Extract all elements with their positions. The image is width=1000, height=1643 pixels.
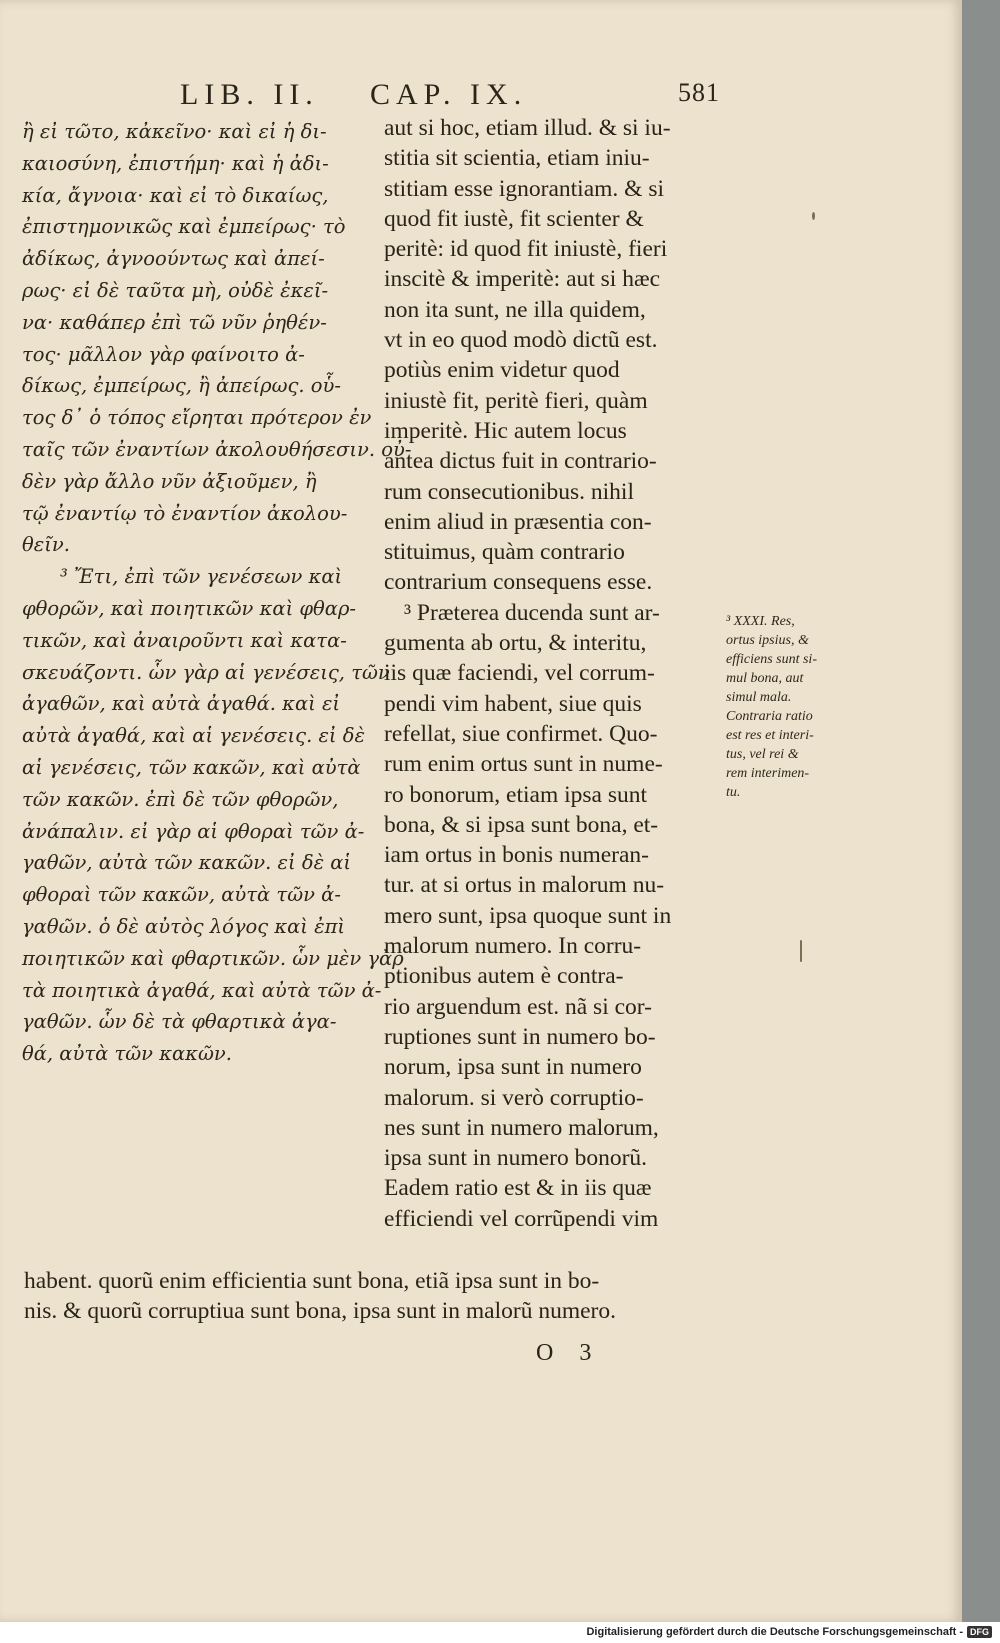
latin-line: tur. at si ortus in malorum nu-: [384, 872, 665, 899]
greek-line: ἢ εἰ τῶτο, κἀκεῖνο· καὶ εἰ ἡ δι-: [22, 120, 327, 143]
greek-line: θεῖν.: [22, 533, 70, 557]
greek-line: σκευάζοντι. ὧν γὰρ αἱ γενέσεις, τῶν: [22, 660, 390, 684]
running-header: [180, 78, 720, 118]
ink-speck: [800, 940, 802, 962]
latin-line: ruptiones sunt in numero bo-: [384, 1023, 656, 1050]
greek-line: γαθῶν, αὐτὰ τῶν κακῶν. εἰ δὲ αἱ: [22, 851, 352, 875]
marginal-note-line: rem interimen-: [726, 766, 810, 781]
latin-line: imperitè. Hic autem locus: [384, 417, 627, 444]
latin-line: pendi vim habent, siue quis: [384, 690, 642, 717]
latin-column: [384, 113, 720, 1234]
latin-line: mero sunt, ipsa quoque sunt in: [384, 902, 672, 929]
latin-line: rum consecutionibus. nihil: [384, 478, 634, 505]
latin-line: quod fit iustè, fit scienter &: [384, 205, 644, 232]
marginal-note-line: ³ XXXI. Res,: [726, 614, 795, 629]
dfg-logo: DFG: [967, 1626, 992, 1638]
greek-line: φθορῶν, καὶ ποιητικῶν καὶ φθαρ-: [22, 596, 357, 620]
latin-line: malorum. si verò corruptio-: [384, 1084, 644, 1111]
greek-line: φθοραὶ τῶν κακῶν, αὐτὰ τῶν ἀ-: [22, 883, 341, 907]
marginal-note-line: tu.: [726, 785, 741, 800]
greek-line: γαθῶν. ὧν δὲ τὰ φθαρτικὰ ἀγα-: [22, 1010, 337, 1034]
latin-line: potiùs enim videtur quod: [384, 357, 620, 384]
latin-line: ptionibus autem è contra-: [384, 963, 624, 990]
greek-line: δὲν γὰρ ἄλλο νῦν ἀξιοῦμεν, ἢ: [22, 469, 317, 493]
greek-line: ἀνάπαλιν. εἰ γὰρ αἱ φθοραὶ τῶν ἀ-: [22, 819, 365, 843]
greek-line: αἱ γενέσεις, τῶν κακῶν, καὶ αὐτὰ: [22, 755, 361, 779]
greek-line: καιοσύνη, ἐπιστήμη· καὶ ἡ ἀδι-: [22, 151, 329, 175]
greek-line: ταῖς τῶν ἐναντίων ἀκολουθήσεσιν. οὐ-: [22, 437, 412, 461]
greek-line: ποιητικῶν καὶ φθαρτικῶν. ὧν μὲν γὰρ: [22, 946, 404, 970]
marginal-note-line: ortus ipsius, &: [726, 633, 809, 648]
marginal-note-line: tus, vel rei &: [726, 747, 799, 762]
book-label: LIB. II.: [180, 78, 319, 111]
chapter-label: CAP. IX.: [370, 78, 528, 111]
latin-line: non ita sunt, ne illa quidem,: [384, 296, 646, 323]
latin-line: ro bonorum, etiam ipsa sunt: [384, 781, 648, 808]
latin-line: refellat, siue confirmet. Quo-: [384, 720, 658, 747]
footer-credit-text: Digitalisierung gefördert durch die Deutsche Forschungsgemeinschaft -: [586, 1626, 963, 1638]
latin-line: ipsa sunt in numero bonorũ.: [384, 1145, 648, 1172]
latin-line: ³ Præterea ducenda sunt ar-: [404, 599, 660, 626]
footer-credit: [586, 1626, 992, 1638]
latin-line: bona, & si ipsa sunt bona, et-: [384, 811, 659, 838]
greek-line: τῶν κακῶν. ἐπὶ δὲ τῶν φθορῶν,: [22, 787, 339, 811]
marginal-note-line: efficiens sunt si-: [726, 652, 817, 667]
latin-line: iis quæ faciendi, vel corrum-: [384, 660, 655, 687]
latin-line: contrarium consequens esse.: [384, 569, 653, 596]
latin-line: vt in eo quod modò dictũ est.: [384, 327, 658, 354]
latin-line: iniustè fit, peritè fieri, quàm: [384, 387, 648, 414]
full-width-line: nis. & quorũ corruptiua sunt bona, ipsa sunt in malorũ numero.: [24, 1298, 616, 1325]
greek-line: ρως· εἰ δὲ ταῦτα μὴ, οὐδὲ ἐκεῖ-: [22, 278, 329, 302]
latin-line: rum enim ortus sunt in nume-: [384, 751, 663, 778]
greek-line: ἀδίκως, ἀγνοούντως καὶ ἀπεί-: [22, 247, 325, 271]
latin-line: antea dictus fuit in contrario-: [384, 448, 657, 475]
latin-line: malorum numero. In corru-: [384, 933, 642, 960]
latin-line: stituimus, quàm contrario: [384, 539, 625, 566]
latin-line: inscitè & imperitè: aut si hæc: [384, 266, 661, 293]
latin-line: rio arguendum est. nã si cor-: [384, 993, 652, 1020]
latin-line: peritè: id quod fit iniustè, fieri: [384, 236, 668, 263]
latin-line: norum, ipsa sunt in numero: [384, 1054, 642, 1081]
greek-line: τος· μᾶλλον γὰρ φαίνοιτο ἀ-: [22, 342, 305, 366]
greek-line: δίκως, ἐμπείρως, ἢ ἀπείρως. οὗ-: [22, 374, 341, 398]
marginal-note-line: simul mala.: [726, 690, 792, 705]
greek-line: ³ Ἔτι, ἐπὶ τῶν γενέσεων καὶ: [60, 565, 343, 589]
latin-line: efficiendi vel corrũpendi vim: [384, 1205, 659, 1232]
greek-line: τος δ᾽ ὁ τόπος εἴρηται πρότερον ἐν: [22, 406, 372, 430]
greek-column: [22, 116, 412, 1070]
marginal-note-line: Contraria ratio: [726, 709, 813, 724]
latin-line: enim aliud in præsentia con-: [384, 508, 652, 535]
latin-line: aut si hoc, etiam illud. & si iu-: [384, 115, 671, 141]
full-width-line: habent. quorũ enim efficientia sunt bona, etiã ipsa sunt in bo-: [24, 1268, 600, 1294]
full-width-text: [24, 1266, 724, 1327]
greek-line: να· καθάπερ ἐπὶ τῶ νῦν ῥηθέν-: [22, 310, 327, 334]
marginal-note-line: est res et interi-: [726, 728, 814, 743]
greek-line: ἀγαθῶν, καὶ αὐτὰ ἀγαθά. καὶ εἰ: [22, 692, 341, 716]
latin-line: stitiam esse ignorantiam. & si: [384, 175, 665, 202]
latin-line: iam ortus in bonis numeran-: [384, 842, 649, 869]
greek-line: τῷ ἐναντίῳ τὸ ἐναντίον ἀκολου-: [22, 501, 348, 525]
scan-edge: [962, 0, 1000, 1622]
greek-line: θά, αὐτὰ τῶν κακῶν.: [22, 1042, 232, 1066]
ink-speck: [812, 212, 815, 220]
greek-line: ἐπιστημονικῶς καὶ ἐμπείρως· τὸ: [22, 215, 346, 239]
greek-line: γαθῶν. ὁ δὲ αὐτὸς λόγος καὶ ἐπὶ: [22, 914, 346, 938]
greek-line: τὰ ποιητικὰ ἀγαθά, καὶ αὐτὰ τῶν ἀ-: [22, 978, 382, 1002]
marginal-note-line: mul bona, aut: [726, 671, 804, 686]
latin-line: gumenta ab ortu, & interitu,: [384, 630, 647, 657]
greek-line: κία, ἄγνοια· καὶ εἰ τὸ δικαίως,: [22, 183, 329, 207]
latin-line: Eadem ratio est & in iis quæ: [384, 1175, 652, 1202]
greek-line: αὐτὰ ἀγαθά, καὶ αἱ γενέσεις. εἰ δὲ: [22, 724, 365, 748]
marginal-note: [726, 612, 876, 802]
latin-line: stitia sit scientia, etiam iniu-: [384, 145, 650, 172]
greek-line: τικῶν, καὶ ἀναιροῦντι καὶ κατα-: [22, 628, 347, 652]
latin-line: nes sunt in numero malorum,: [384, 1114, 659, 1141]
signature-mark: O 3: [536, 1340, 602, 1366]
page-number: 581: [678, 78, 720, 107]
